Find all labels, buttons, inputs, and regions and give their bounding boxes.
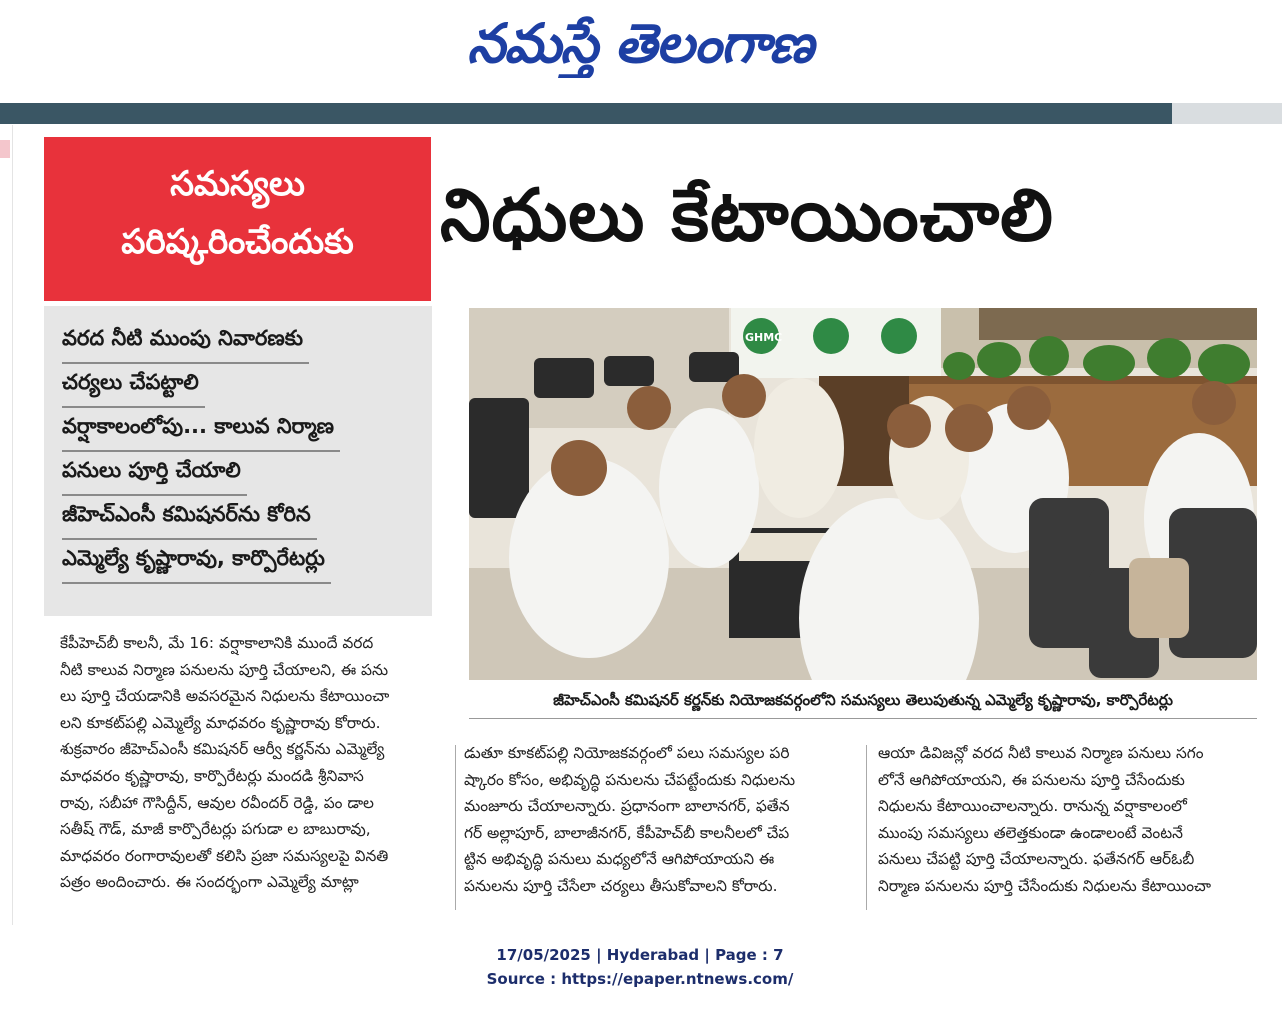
article-line: పత్రం అందించారు. ఈ సందర్భంగా ఎమ్మెల్యే మాట్లా <box>60 873 359 892</box>
column-rule <box>866 745 867 910</box>
article-line: కేపీహెచ్‌బీ కాలనీ, మే 16: వర్షాకాలానికి ముందే వరద <box>60 634 374 652</box>
ghmc-logo-text: GHMC <box>745 331 783 344</box>
summary-line: జీహెచ్‌ఎంసీ కమిషనర్‌ను కోరిన <box>62 494 317 540</box>
masthead-logo: నమస్తే తెలంగాణ <box>467 11 813 75</box>
photo-caption: జీహెచ్‌ఎంసీ కమిషనర్ కర్ణన్‌కు నియోజకవర్గంలోని సమస్యలు తెలుపుతున్న ఎమ్మెల్యే కృష్ణారావు, కార్పొరేటర్లు <box>469 684 1257 719</box>
top-banner-strip-end <box>1172 103 1282 124</box>
news-photo <box>469 308 1257 680</box>
article-line: రావు, సబీహా గౌసిద్దీన్, ఆవుల రవీందర్ రెడ్డి, పం డాల <box>60 793 374 812</box>
article-line: నిర్మాణ పనులను పూర్తి చేసేందుకు నిధులను కేటాయించా <box>878 876 1212 895</box>
column-rule <box>455 745 456 910</box>
article-line: లు పూర్తి చేయడానికి అవసరమైన నిధులను కేటాయించా <box>60 687 390 706</box>
article-line: సతీష్ గౌడ్, మాజీ కార్పొరేటర్లు పగుడా ల బాబురావు, <box>60 820 371 839</box>
page-edge-rule <box>12 125 13 925</box>
article-line: శుక్రవారం జీహెచ్‌ఎంసీ కమిషనర్ ఆర్వీ కర్ణన్‌ను ఎమ్మెల్యే <box>60 740 385 759</box>
article-column-3 <box>878 740 1270 900</box>
kicker-line-2: పరిష్కరించేందుకు <box>121 222 354 262</box>
kicker-line-1: సమస్యలు <box>170 164 305 204</box>
summary-box <box>44 306 432 616</box>
summary-line: వర్షాకాలంలోపు... కాలువ నిర్మాణ <box>62 406 340 452</box>
article-line: నిధులను కేటాయించాలన్నారు. రానున్న వర్షాకాలంలో <box>878 797 1187 816</box>
article-line: మాధవరం రంగారావులతో కలిసి ప్రజా సమస్యలపై వినతి <box>60 846 389 865</box>
article-line: గర్ అల్లాపూర్, బాలాజీనగర్, కేపీహెచ్‌బీ కాలనీలలో చేప <box>464 823 790 842</box>
article-line: ట్టిన అభివృద్ధి పనులు మధ్యలోనే ఆగిపోయాయని ఈ <box>464 850 775 869</box>
article-column-1 <box>60 630 438 896</box>
kicker-box <box>44 137 431 301</box>
article-line: మంజూరు చేయాలన్నారు. ప్రధానంగా బాలానగర్, ఫతేన <box>464 797 790 816</box>
summary-line: పనులు పూర్తి చేయాలి <box>62 450 247 496</box>
article-line: నీటి కాలువ నిర్మాణ పనులను పూర్తి చేయాలని, ఈ పను <box>60 660 389 679</box>
summary-line: ఎమ్మెల్యే కృష్ణారావు, కార్పొరేటర్లు <box>62 538 331 584</box>
footer-date-line: 17/05/2025 | Hyderabad | Page : 7 <box>496 946 784 964</box>
article-line: లని కూకట్‌పల్లి ఎమ్మెల్యే మాధవరం కృష్ణారావు కోరారు. <box>60 713 381 732</box>
article-line: లోనే ఆగిపోయాయని, ఈ పనులను పూర్తి చేసేందుకు <box>878 770 1185 789</box>
footer-source-link[interactable]: Source : https://epaper.ntnews.com/ <box>486 970 794 988</box>
page-edge-mark <box>0 140 10 158</box>
article-line: ష్కారం కోసం, అభివృద్ధి పనులను చేపట్టేందుకు నిధులను <box>464 770 796 789</box>
article-column-2 <box>464 740 858 900</box>
article-line: ముంపు సమస్యలు తలెత్తకుండా ఉండాలంటే వెంటనే <box>878 823 1183 842</box>
article-line: పనులను పూర్తి చేసేలా చర్యలు తీసుకోవాలని కోరారు. <box>464 876 778 895</box>
article-line: మాధవరం కృష్ణారావు, కార్పొరేటర్లు మందడి శ్రీనివాస <box>60 766 364 785</box>
article-line: ఆయా డివిజన్లో వరద నీటి కాలువ నిర్మాణ పనులు సగం <box>878 744 1204 762</box>
article-line: పనులు చేపట్టి పూర్తి చేయాలన్నారు. ఫతేనగర్ ఆర్‌ఓబీ <box>878 850 1195 869</box>
article-line: డుతూ కూకట్‌పల్లి నియోజకవర్గంలో పలు సమస్యల పరి <box>464 744 790 762</box>
summary-line: చర్యలు చేపట్టాలి <box>62 362 205 408</box>
headline: నిధులు కేటాయించాలి <box>440 173 1054 257</box>
summary-line: వరద నీటి ముంపు నివారణకు <box>62 318 309 364</box>
top-banner-strip <box>0 103 1172 124</box>
